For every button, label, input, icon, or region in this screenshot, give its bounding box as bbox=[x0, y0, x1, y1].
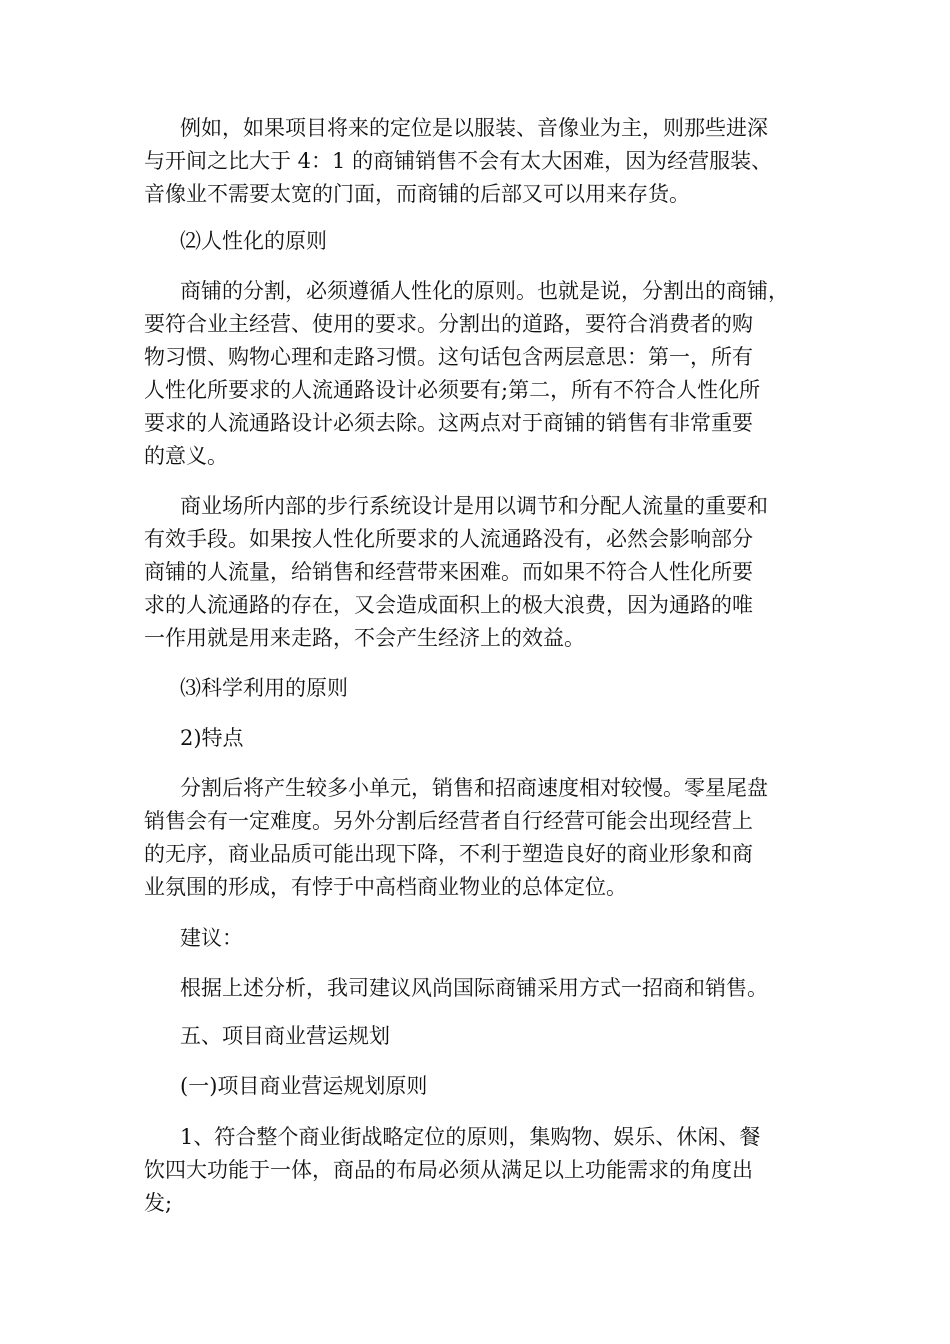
text-line: 分割后将产生较多小单元，销售和招商速度相对较慢。零星尾盘 bbox=[180, 776, 768, 800]
text-line: 与开间之比大于 4：1 的商铺销售不会有太大困难，因为经营服装、 bbox=[144, 149, 773, 173]
text-line: 求的人流通路的存在，又会造成面积上的极大浪费，因为通路的唯 bbox=[144, 593, 753, 617]
text-line: 五、项目商业营运规划 bbox=[180, 1024, 390, 1048]
paragraph-example bbox=[144, 112, 809, 211]
text-line: ⑵人性化的原则 bbox=[180, 229, 327, 253]
paragraph-features bbox=[144, 772, 809, 904]
text-line: 的无序，商业品质可能出现下降，不利于塑造良好的商业形象和商 bbox=[144, 842, 753, 866]
text-line: 根据上述分析，我司建议风尚国际商铺采用方式一招商和销售。 bbox=[180, 976, 768, 1000]
text-line: 的意义。 bbox=[144, 444, 228, 468]
text-line: 人性化所要求的人流通路设计必须要有;第二，所有不符合人性化所 bbox=[144, 378, 761, 402]
text-line: 商铺的分割，必须遵循人性化的原则。也就是说，分割出的商铺， bbox=[180, 279, 789, 303]
text-line: 一作用就是用来走路，不会产生经济上的效益。 bbox=[144, 626, 585, 650]
text-line: 例如，如果项目将来的定位是以服装、音像业为主，则那些进深 bbox=[180, 116, 768, 140]
heading-features bbox=[144, 722, 809, 755]
text-line: 发; bbox=[144, 1191, 173, 1215]
paragraph-suggestion bbox=[144, 972, 809, 1005]
text-line: 建议： bbox=[180, 926, 243, 950]
paragraph-humanized bbox=[144, 275, 809, 473]
paragraph-walkway-system bbox=[144, 490, 809, 655]
text-line: 商业场所内部的步行系统设计是用以调节和分配人流量的重要和 bbox=[180, 494, 768, 518]
text-line: 物习惯、购物心理和走路习惯。这句话包含两层意思：第一，所有 bbox=[144, 345, 753, 369]
heading-suggestion bbox=[144, 922, 809, 955]
text-line: 有效手段。如果按人性化所要求的人流通路没有，必然会影响部分 bbox=[144, 527, 753, 551]
text-line: 销售会有一定难度。另外分割后经营者自行经营可能会出现经营上 bbox=[144, 809, 753, 833]
text-line: (一)项目商业营运规划原则 bbox=[180, 1074, 428, 1098]
heading-scientific-use bbox=[144, 672, 809, 705]
text-line: 1、符合整个商业街战略定位的原则，集购物、娱乐、休闲、餐 bbox=[180, 1125, 761, 1149]
text-line: 音像业不需要太宽的门面，而商铺的后部又可以用来存货。 bbox=[144, 182, 690, 206]
heading-humanized-principle bbox=[144, 225, 809, 258]
text-line: 商铺的人流量，给销售和经营带来困难。而如果不符合人性化所要 bbox=[144, 560, 753, 584]
text-line: 要符合业主经营、使用的要求。分割出的道路，要符合消费者的购 bbox=[144, 312, 753, 336]
text-line: ⑶科学利用的原则 bbox=[180, 676, 348, 700]
text-line: 业氛围的形成，有悖于中高档商业物业的总体定位。 bbox=[144, 875, 627, 899]
text-line: 要求的人流通路设计必须去除。这两点对于商铺的销售有非常重要 bbox=[144, 411, 753, 435]
text-line: 2)特点 bbox=[180, 726, 244, 750]
paragraph-principle-one bbox=[144, 1121, 809, 1220]
heading-section-five bbox=[144, 1020, 809, 1053]
text-line: 饮四大功能于一体，商品的布局必须从满足以上功能需求的角度出 bbox=[144, 1158, 753, 1182]
heading-operation-principles bbox=[144, 1070, 809, 1103]
